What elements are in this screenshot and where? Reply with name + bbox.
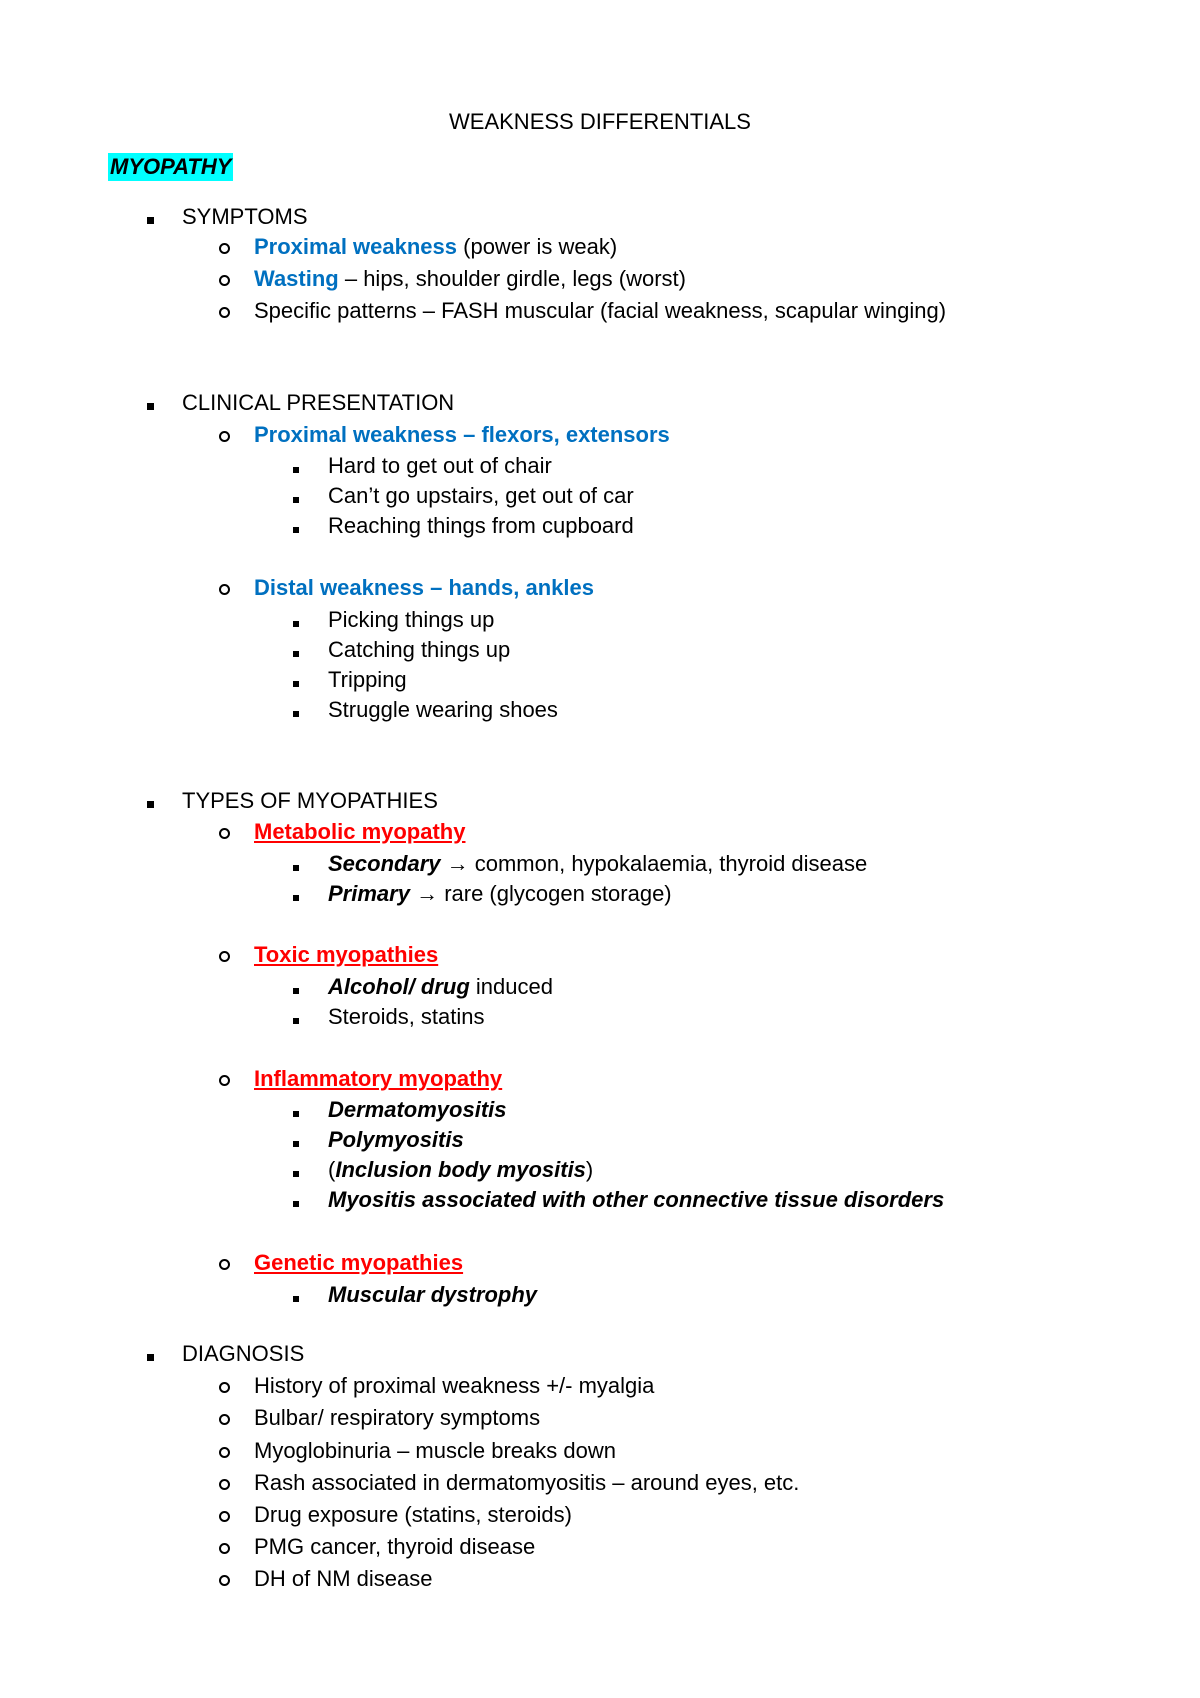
square-bullet-icon bbox=[286, 1096, 306, 1124]
item-text: Hard to get out of chair bbox=[328, 453, 552, 478]
item-term: Secondary bbox=[328, 851, 441, 876]
square-bullet-icon bbox=[286, 1126, 306, 1154]
item-text: induced bbox=[469, 974, 553, 999]
bullet-label: TYPES OF MYOPATHIES bbox=[182, 788, 438, 813]
item-term: Myositis associated with other connective tissue disorders bbox=[328, 1187, 945, 1212]
item-term: Alcohol/ drug bbox=[328, 974, 470, 999]
square-bullet-icon bbox=[286, 973, 306, 1001]
item-text: (power is weak) bbox=[457, 234, 618, 259]
circle-bullet-icon bbox=[214, 1404, 234, 1432]
highlight-term: Proximal weakness bbox=[254, 234, 458, 259]
item-text: PMG cancer, thyroid disease bbox=[254, 1534, 536, 1559]
square-bullet-icon bbox=[140, 203, 160, 231]
highlight-term: Wasting bbox=[254, 266, 339, 291]
bullet-label: SYMPTOMS bbox=[182, 204, 308, 229]
item-text: Rash associated in dermatomyositis – around eyes, etc. bbox=[254, 1470, 800, 1495]
item-text: rare (glycogen storage) bbox=[444, 881, 672, 906]
square-bullet-icon bbox=[286, 880, 306, 908]
circle-bullet-icon bbox=[214, 1065, 234, 1093]
circle-bullet-icon bbox=[214, 1533, 234, 1561]
circle-bullet-icon bbox=[214, 233, 234, 261]
section-heading-myopathy: MYOPATHY bbox=[110, 154, 232, 179]
arrow-icon: → bbox=[440, 851, 475, 876]
item-text: Steroids, statins bbox=[328, 1004, 485, 1029]
item-term: Inclusion body myositis bbox=[335, 1157, 586, 1182]
item-text: Tripping bbox=[328, 667, 407, 692]
square-bullet-icon bbox=[286, 452, 306, 480]
document-title: WEAKNESS DIFFERENTIALS bbox=[449, 109, 751, 134]
category-heading: Inflammatory myopathy bbox=[254, 1066, 503, 1091]
square-bullet-icon bbox=[286, 1281, 306, 1309]
circle-bullet-icon bbox=[214, 297, 234, 325]
item-text: History of proximal weakness +/- myalgia bbox=[254, 1373, 655, 1398]
square-bullet-icon bbox=[286, 696, 306, 724]
square-bullet-icon bbox=[286, 482, 306, 510]
item-term: Primary bbox=[328, 881, 410, 906]
circle-bullet-icon bbox=[214, 1469, 234, 1497]
arrow-icon: → bbox=[409, 881, 445, 906]
circle-bullet-icon bbox=[214, 1565, 234, 1593]
circle-bullet-icon bbox=[214, 818, 234, 846]
square-bullet-icon bbox=[286, 1186, 306, 1214]
square-bullet-icon bbox=[140, 787, 160, 815]
bullet-label: CLINICAL PRESENTATION bbox=[182, 390, 455, 415]
item-text: Drug exposure (statins, steroids) bbox=[254, 1502, 572, 1527]
square-bullet-icon bbox=[286, 606, 306, 634]
item-term: Polymyositis bbox=[328, 1127, 464, 1152]
item-text: Struggle wearing shoes bbox=[328, 697, 558, 722]
category-heading: Genetic myopathies bbox=[254, 1250, 464, 1275]
square-bullet-icon bbox=[286, 850, 306, 878]
circle-bullet-icon bbox=[214, 1437, 234, 1465]
square-bullet-icon bbox=[140, 389, 160, 417]
document-page: WEAKNESS DIFFERENTIALS MYOPATHY SYMPTOMS Proximal weakness (power is weak) Wasting – hips, shoulder girdle, legs (worst) Specific patterns – FASH muscular (facial weakness, scapular winging) CLINICAL PRESENTATION Proximal weakness – flexors, extensors Hard to get out of chair Can’t go upstairs, get out of car Reaching things from cupboard Distal weakness – hands, ankles Picking things up Catching things up Tripping Struggle wearing shoes TYPES OF MYOPATHIES Metabolic myopathy Secondary → common, hypokalaemia, thyroid disease Primary → rare (glycogen storage) Toxic myopathies Alcohol/ drug induced Steroids, statins Inflammatory myopathy Dermatomyositis Polymyositis (Inclusion body myositis) Myositis associated with other connective tissue disorders Genetic myopathies Muscular dystrophy DIAGNOSIS History of proximal weakness +/- myalgia Bulbar/ respiratory symptoms Myoglobinuria – muscle breaks down Rash associated in dermatomyositis – around eyes, etc. Drug exposure (statins, steroids) PMG cancer, thyroid disease DH of NM disease bbox=[0, 0, 1200, 1698]
item-text: Picking things up bbox=[328, 607, 495, 632]
circle-bullet-icon bbox=[214, 1249, 234, 1277]
category-heading: Metabolic myopathy bbox=[254, 819, 466, 844]
circle-bullet-icon bbox=[214, 941, 234, 969]
square-bullet-icon bbox=[286, 1003, 306, 1031]
item-text: Specific patterns – FASH muscular (facial weakness, scapular winging) bbox=[254, 298, 947, 323]
highlight-term: Distal weakness – hands, ankles bbox=[254, 575, 594, 600]
square-bullet-icon bbox=[286, 666, 306, 694]
item-text: Can’t go upstairs, get out of car bbox=[328, 483, 634, 508]
category-heading: Toxic myopathies bbox=[254, 942, 439, 967]
square-bullet-icon bbox=[140, 1340, 160, 1368]
circle-bullet-icon bbox=[214, 574, 234, 602]
item-text: – hips, shoulder girdle, legs (worst) bbox=[338, 266, 686, 291]
item-term: Muscular dystrophy bbox=[328, 1282, 538, 1307]
circle-bullet-icon bbox=[214, 265, 234, 293]
item-text: common, hypokalaemia, thyroid disease bbox=[474, 851, 868, 876]
item-text: Bulbar/ respiratory symptoms bbox=[254, 1405, 541, 1430]
square-bullet-icon bbox=[286, 636, 306, 664]
highlight-term: Proximal weakness – flexors, extensors bbox=[254, 422, 670, 447]
item-text: Catching things up bbox=[328, 637, 511, 662]
item-text: DH of NM disease bbox=[254, 1566, 433, 1591]
square-bullet-icon bbox=[286, 1156, 306, 1184]
circle-bullet-icon bbox=[214, 1501, 234, 1529]
bullet-label: DIAGNOSIS bbox=[182, 1341, 305, 1366]
circle-bullet-icon bbox=[214, 421, 234, 449]
circle-bullet-icon bbox=[214, 1372, 234, 1400]
item-text: Reaching things from cupboard bbox=[328, 513, 634, 538]
item-term: Dermatomyositis bbox=[328, 1097, 507, 1122]
square-bullet-icon bbox=[286, 512, 306, 540]
item-text: Myoglobinuria – muscle breaks down bbox=[254, 1438, 616, 1463]
